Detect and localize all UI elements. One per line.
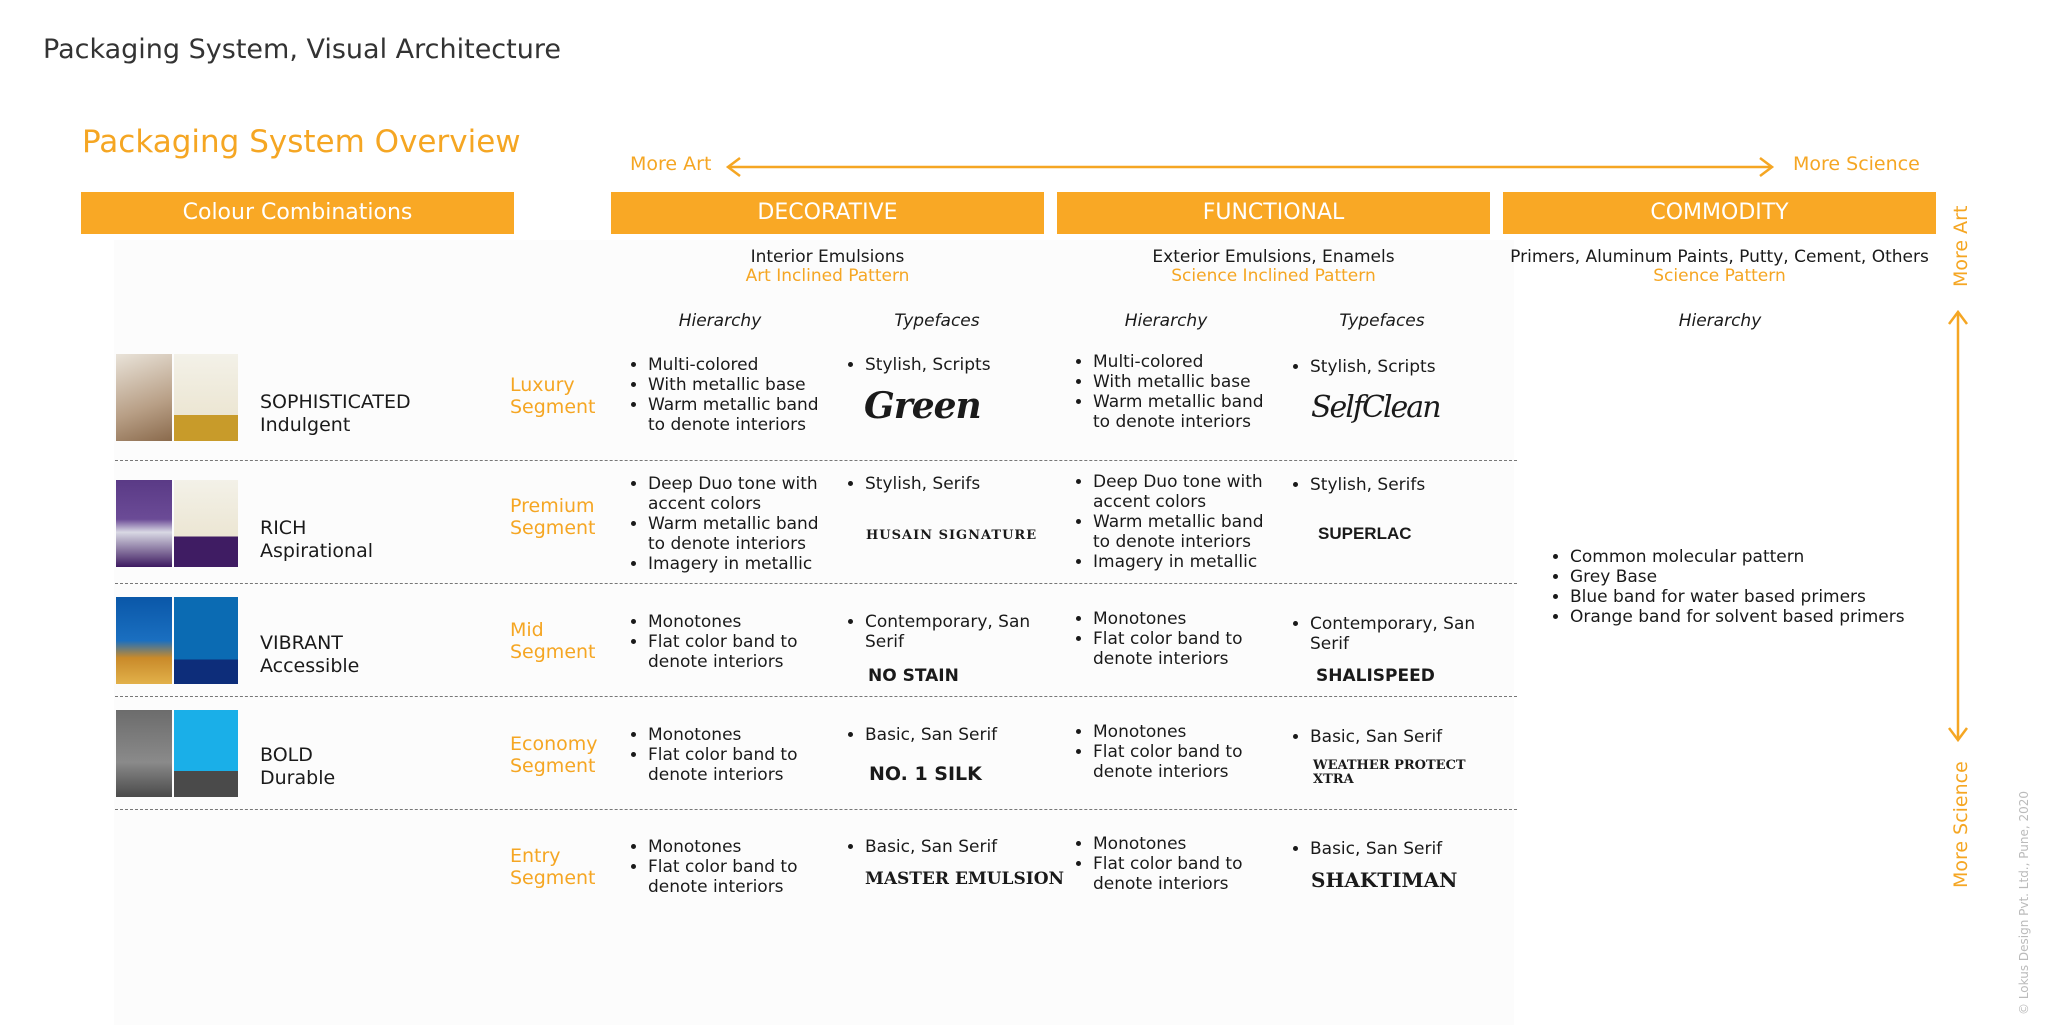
page-title: Packaging System, Visual Architecture bbox=[43, 34, 561, 65]
row-4-decorative-sample: MASTER EMULSION bbox=[865, 869, 1065, 889]
row-2-label bbox=[260, 632, 359, 678]
more-science-label: More Science bbox=[1793, 153, 1920, 175]
row-2-functional-hierarchy bbox=[1069, 609, 1269, 669]
hierarchy-bullet: • Flat color band to denote interiors bbox=[648, 857, 824, 897]
row-0-functional-typeface bbox=[1286, 357, 1486, 377]
typeface-bullet: • Basic, San Serif bbox=[1310, 727, 1486, 747]
room-photo bbox=[116, 480, 172, 567]
row-2-decorative-sample: NO STAIN bbox=[868, 666, 959, 686]
row-1-functional-typeface bbox=[1286, 475, 1486, 495]
row-divider bbox=[115, 460, 1517, 461]
hierarchy-bullet: • Flat color band to denote interiors bbox=[1093, 854, 1269, 894]
functional-pattern: Science Inclined Pattern bbox=[1171, 266, 1376, 286]
functional-description bbox=[1057, 248, 1490, 286]
typeface-bullet: • Stylish, Scripts bbox=[1310, 357, 1486, 377]
hierarchy-bullet: • Warm metallic band to denote interiors bbox=[648, 514, 824, 554]
hierarchy-bullet: • Warm metallic band to denote interiors bbox=[648, 395, 824, 435]
typeface-bullet: • Contemporary, San Serif bbox=[865, 612, 1041, 652]
row-1-functional-hierarchy bbox=[1069, 472, 1269, 572]
vertical-more-science-label: More Science bbox=[1950, 761, 1972, 888]
row-0-segment: Luxury Segment bbox=[510, 374, 596, 418]
hierarchy-bullet: • Warm metallic band to denote interiors bbox=[1093, 392, 1269, 432]
row-divider bbox=[115, 809, 1517, 810]
row-3-functional-hierarchy bbox=[1069, 722, 1269, 782]
commodity-desc-text: Primers, Aluminum Paints, Putty, Cement, Others bbox=[1510, 247, 1929, 267]
hierarchy-bullet: • Imagery in metallic bbox=[1093, 552, 1269, 572]
commodity-hierarchy bbox=[1546, 547, 1926, 627]
decorative-typefaces-head: Typefaces bbox=[894, 311, 980, 331]
row-0-functional-hierarchy bbox=[1069, 352, 1269, 432]
hierarchy-bullet: • Flat color band to denote interiors bbox=[1093, 629, 1269, 669]
hierarchy-bullet: • Multi-colored bbox=[648, 355, 824, 375]
copyright-notice: © Lokus Design Pvt. Ltd., Pune, 2020 bbox=[2017, 790, 2031, 1015]
decorative-desc-text: Interior Emulsions bbox=[750, 247, 905, 267]
row-1-label bbox=[260, 517, 373, 563]
commodity-description bbox=[1503, 248, 1936, 286]
functional-hierarchy-head: Hierarchy bbox=[1124, 311, 1208, 331]
typeface-bullet: • Stylish, Scripts bbox=[865, 355, 1041, 375]
vertical-art-science-arrow bbox=[1946, 308, 1970, 744]
row-2-functional-typeface bbox=[1286, 614, 1486, 654]
typeface-bullet: • Basic, San Serif bbox=[1310, 839, 1486, 859]
hierarchy-bullet: • With metallic base bbox=[648, 375, 824, 395]
typeface-bullet: • Basic, San Serif bbox=[865, 725, 1041, 745]
row-divider bbox=[115, 583, 1517, 584]
functional-typefaces-head: Typefaces bbox=[1339, 311, 1425, 331]
colour-swatch bbox=[174, 597, 238, 684]
hierarchy-bullet: • Imagery in metallic bbox=[648, 554, 824, 574]
hierarchy-bullet: • Monotones bbox=[1093, 834, 1269, 854]
row-4-segment: Entry Segment bbox=[510, 845, 596, 889]
row-3-segment: Economy Segment bbox=[510, 733, 598, 777]
row-3-functional-typeface bbox=[1286, 727, 1486, 747]
typeface-bullet: • Stylish, Serifs bbox=[865, 474, 1041, 494]
hierarchy-bullet: • With metallic base bbox=[1093, 372, 1269, 392]
colour-swatch bbox=[174, 354, 238, 441]
row-2-segment: Mid Segment bbox=[510, 619, 596, 663]
hierarchy-bullet: • Monotones bbox=[648, 612, 824, 632]
decorative-description bbox=[611, 248, 1044, 286]
hierarchy-bullet: • Warm metallic band to denote interiors bbox=[1093, 512, 1269, 552]
row-2-decorative-typeface bbox=[841, 612, 1041, 652]
commodity-header: COMMODITY bbox=[1503, 192, 1936, 234]
row-4-decorative-typeface bbox=[841, 837, 1041, 857]
row-4-functional-sample: SHAKTIMAN bbox=[1311, 868, 1458, 892]
hierarchy-bullet: • Common molecular pattern bbox=[1570, 547, 1926, 567]
vertical-more-art-label: More Art bbox=[1950, 205, 1972, 287]
commodity-hierarchy-head: Hierarchy bbox=[1678, 311, 1762, 331]
row-1-decorative-hierarchy bbox=[624, 474, 824, 574]
row-1-functional-sample: SUPERLAC bbox=[1318, 524, 1412, 543]
room-photo bbox=[116, 354, 172, 441]
room-photo bbox=[116, 597, 172, 684]
hierarchy-bullet: • Flat color band to denote interiors bbox=[1093, 742, 1269, 782]
row-3-decorative-typeface bbox=[841, 725, 1041, 745]
row-0-functional-sample: SelfClean bbox=[1311, 390, 1440, 425]
hierarchy-bullet: • Monotones bbox=[648, 837, 824, 857]
row-label-primary: SOPHISTICATED bbox=[260, 391, 411, 413]
hierarchy-bullet: • Monotones bbox=[648, 725, 824, 745]
hierarchy-bullet: • Orange band for solvent based primers bbox=[1570, 607, 1926, 627]
row-label-primary: RICH bbox=[260, 517, 307, 539]
row-0-decorative-sample: Green bbox=[864, 385, 981, 427]
hierarchy-bullet: • Monotones bbox=[1093, 609, 1269, 629]
typeface-bullet: • Contemporary, San Serif bbox=[1310, 614, 1486, 654]
hierarchy-bullet: • Flat color band to denote interiors bbox=[648, 745, 824, 785]
decorative-header: DECORATIVE bbox=[611, 192, 1044, 234]
row-3-decorative-hierarchy bbox=[624, 725, 824, 785]
functional-desc-text: Exterior Emulsions, Enamels bbox=[1152, 247, 1395, 267]
hierarchy-bullet: • Multi-colored bbox=[1093, 352, 1269, 372]
row-2-decorative-hierarchy bbox=[624, 612, 824, 672]
functional-header: FUNCTIONAL bbox=[1057, 192, 1490, 234]
row-0-decorative-hierarchy bbox=[624, 355, 824, 435]
row-2-functional-sample: SHALISPEED bbox=[1316, 666, 1435, 686]
hierarchy-bullet: • Flat color band to denote interiors bbox=[648, 632, 824, 672]
row-3-decorative-sample: NO. 1 SILK bbox=[869, 763, 982, 785]
row-divider bbox=[115, 696, 1517, 697]
commodity-pattern: Science Pattern bbox=[1653, 266, 1786, 286]
row-4-functional-typeface bbox=[1286, 839, 1486, 859]
typeface-bullet: • Stylish, Serifs bbox=[1310, 475, 1486, 495]
row-label-primary: VIBRANT bbox=[260, 632, 343, 654]
typeface-bullet: • Basic, San Serif bbox=[865, 837, 1041, 857]
row-4-functional-hierarchy bbox=[1069, 834, 1269, 894]
row-label-primary: BOLD bbox=[260, 744, 313, 766]
row-3-label bbox=[260, 744, 335, 790]
hierarchy-bullet: • Blue band for water based primers bbox=[1570, 587, 1926, 607]
decorative-hierarchy-head: Hierarchy bbox=[678, 311, 762, 331]
row-label-secondary: Indulgent bbox=[260, 414, 351, 436]
hierarchy-bullet: • Monotones bbox=[1093, 722, 1269, 742]
row-1-decorative-sample: HUSAIN SIGNATURE bbox=[866, 528, 1038, 543]
colour-swatch bbox=[174, 480, 238, 567]
row-label-secondary: Accessible bbox=[260, 655, 360, 677]
art-science-arrow bbox=[724, 156, 1776, 178]
row-0-label bbox=[260, 391, 411, 437]
more-art-label: More Art bbox=[630, 153, 712, 175]
row-3-functional-sample: WEATHER PROTECT XTRA bbox=[1313, 758, 1466, 787]
row-1-segment: Premium Segment bbox=[510, 495, 596, 539]
hierarchy-bullet: • Grey Base bbox=[1570, 567, 1926, 587]
decorative-pattern: Art Inclined Pattern bbox=[745, 266, 910, 286]
colour-combinations-header: Colour Combinations bbox=[81, 192, 514, 234]
overview-title: Packaging System Overview bbox=[82, 124, 521, 160]
room-photo bbox=[116, 710, 172, 797]
row-0-decorative-typeface bbox=[841, 355, 1041, 375]
row-1-decorative-typeface bbox=[841, 474, 1041, 494]
row-label-secondary: Aspirational bbox=[260, 540, 374, 562]
hierarchy-bullet: • Deep Duo tone with accent colors bbox=[648, 474, 824, 514]
colour-swatch bbox=[174, 710, 238, 797]
row-4-decorative-hierarchy bbox=[624, 837, 824, 897]
hierarchy-bullet: • Deep Duo tone with accent colors bbox=[1093, 472, 1269, 512]
row-label-secondary: Durable bbox=[260, 767, 336, 789]
